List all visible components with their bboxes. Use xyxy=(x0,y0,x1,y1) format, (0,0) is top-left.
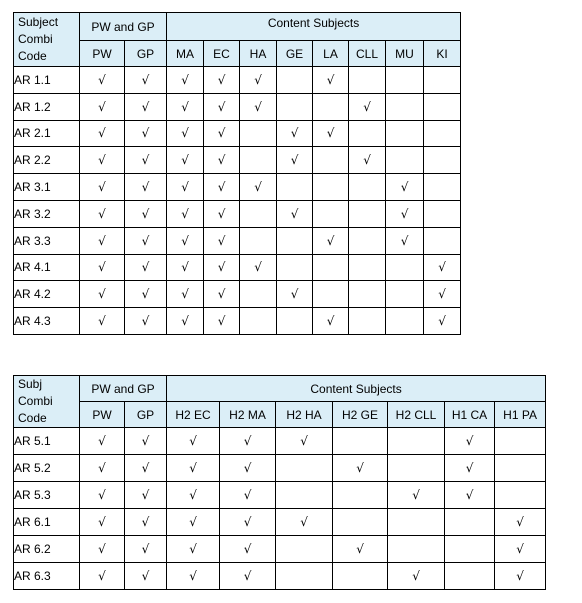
check-cell: √ xyxy=(445,482,495,509)
empty-cell xyxy=(313,93,349,120)
check-cell: √ xyxy=(220,428,276,455)
check-cell: √ xyxy=(167,147,204,174)
combi-code-cell: AR 5.1 xyxy=(14,428,80,455)
table-row xyxy=(14,308,461,335)
empty-cell xyxy=(386,254,424,281)
empty-cell xyxy=(349,254,386,281)
check-cell: √ xyxy=(220,455,276,482)
combi-code-cell: AR 3.2 xyxy=(14,200,80,227)
column-header: MA xyxy=(167,41,204,67)
check-cell: √ xyxy=(220,509,276,536)
check-cell: √ xyxy=(204,147,240,174)
check-cell: √ xyxy=(125,281,167,308)
check-cell: √ xyxy=(495,563,546,590)
check-cell: √ xyxy=(204,254,240,281)
group-header-pw-gp: PW and GP xyxy=(80,13,167,41)
empty-cell xyxy=(240,227,277,254)
empty-cell xyxy=(386,120,424,147)
check-cell: √ xyxy=(80,174,125,201)
empty-cell xyxy=(445,563,495,590)
empty-cell xyxy=(277,254,313,281)
table-row xyxy=(14,536,546,563)
check-cell: √ xyxy=(386,227,424,254)
empty-cell xyxy=(424,200,461,227)
empty-cell xyxy=(277,308,313,335)
column-header: H1 CA xyxy=(445,402,495,428)
table-row xyxy=(14,227,461,254)
combi-code-cell: AR 5.2 xyxy=(14,455,80,482)
code-header xyxy=(14,376,80,428)
check-cell: √ xyxy=(167,120,204,147)
check-cell: √ xyxy=(276,428,333,455)
table-row xyxy=(14,281,461,308)
empty-cell xyxy=(313,254,349,281)
check-cell: √ xyxy=(276,509,333,536)
empty-cell xyxy=(495,482,546,509)
empty-cell xyxy=(276,455,333,482)
column-header: H2 EC xyxy=(167,402,220,428)
check-cell: √ xyxy=(125,536,167,563)
empty-cell xyxy=(276,482,333,509)
code-header-line: Subject xyxy=(18,15,59,29)
check-cell: √ xyxy=(167,174,204,201)
table-1-body xyxy=(14,67,461,335)
check-cell: √ xyxy=(125,147,167,174)
check-cell: √ xyxy=(125,254,167,281)
empty-cell xyxy=(445,509,495,536)
table-row xyxy=(14,428,546,455)
empty-cell xyxy=(349,174,386,201)
empty-cell xyxy=(349,227,386,254)
combi-code-cell: AR 2.2 xyxy=(14,147,80,174)
check-cell: √ xyxy=(80,482,125,509)
column-header: HA xyxy=(240,41,277,67)
check-cell: √ xyxy=(125,308,167,335)
check-cell: √ xyxy=(424,308,461,335)
check-cell: √ xyxy=(80,254,125,281)
empty-cell xyxy=(276,563,333,590)
empty-cell xyxy=(349,281,386,308)
check-cell: √ xyxy=(80,147,125,174)
empty-cell xyxy=(386,147,424,174)
code-header xyxy=(14,13,80,67)
check-cell: √ xyxy=(277,281,313,308)
empty-cell xyxy=(240,120,277,147)
check-cell: √ xyxy=(125,174,167,201)
empty-cell xyxy=(386,93,424,120)
check-cell: √ xyxy=(125,509,167,536)
subject-combination-table-1 xyxy=(13,12,461,335)
empty-cell xyxy=(333,563,388,590)
empty-cell xyxy=(240,281,277,308)
column-header: EC xyxy=(204,41,240,67)
table-row xyxy=(14,563,546,590)
empty-cell xyxy=(424,93,461,120)
check-cell: √ xyxy=(167,509,220,536)
check-cell: √ xyxy=(445,455,495,482)
check-cell: √ xyxy=(495,509,546,536)
empty-cell xyxy=(333,509,388,536)
empty-cell xyxy=(445,536,495,563)
empty-cell xyxy=(313,174,349,201)
empty-cell xyxy=(386,308,424,335)
column-header: H2 HA xyxy=(276,402,333,428)
check-cell: √ xyxy=(125,93,167,120)
check-cell: √ xyxy=(80,563,125,590)
empty-cell xyxy=(386,67,424,94)
column-header: GP xyxy=(125,402,167,428)
check-cell: √ xyxy=(167,67,204,94)
column-header: KI xyxy=(424,41,461,67)
empty-cell xyxy=(424,120,461,147)
empty-cell xyxy=(388,455,445,482)
check-cell: √ xyxy=(80,227,125,254)
code-header-line: Combi xyxy=(18,32,53,46)
check-cell: √ xyxy=(204,120,240,147)
empty-cell xyxy=(276,536,333,563)
check-cell: √ xyxy=(277,120,313,147)
column-header: H1 PA xyxy=(495,402,546,428)
check-cell: √ xyxy=(80,67,125,94)
check-cell: √ xyxy=(125,120,167,147)
check-cell: √ xyxy=(386,200,424,227)
check-cell: √ xyxy=(167,93,204,120)
check-cell: √ xyxy=(167,428,220,455)
check-cell: √ xyxy=(240,93,277,120)
group-header-content-subjects: Content Subjects xyxy=(167,376,546,402)
combi-code-cell: AR 6.2 xyxy=(14,536,80,563)
empty-cell xyxy=(313,281,349,308)
combi-code-cell: AR 6.1 xyxy=(14,509,80,536)
empty-cell xyxy=(240,147,277,174)
empty-cell xyxy=(313,200,349,227)
check-cell: √ xyxy=(445,428,495,455)
empty-cell xyxy=(495,455,546,482)
empty-cell xyxy=(388,428,445,455)
code-header-line: Combi xyxy=(18,394,53,408)
column-header: GE xyxy=(277,41,313,67)
check-cell: √ xyxy=(333,455,388,482)
empty-cell xyxy=(240,308,277,335)
check-cell: √ xyxy=(349,147,386,174)
table-row xyxy=(14,147,461,174)
check-cell: √ xyxy=(240,174,277,201)
check-cell: √ xyxy=(204,67,240,94)
empty-cell xyxy=(277,93,313,120)
group-header-pw-gp: PW and GP xyxy=(80,376,167,402)
subject-combination-table-2 xyxy=(13,375,546,590)
combi-code-cell: AR 6.3 xyxy=(14,563,80,590)
check-cell: √ xyxy=(220,563,276,590)
empty-cell xyxy=(277,67,313,94)
check-cell: √ xyxy=(240,254,277,281)
check-cell: √ xyxy=(80,308,125,335)
check-cell: √ xyxy=(388,563,445,590)
empty-cell xyxy=(424,174,461,201)
check-cell: √ xyxy=(277,147,313,174)
check-cell: √ xyxy=(313,67,349,94)
empty-cell xyxy=(277,174,313,201)
check-cell: √ xyxy=(220,482,276,509)
check-cell: √ xyxy=(204,174,240,201)
table-row xyxy=(14,67,461,94)
check-cell: √ xyxy=(167,227,204,254)
check-cell: √ xyxy=(349,93,386,120)
combi-code-cell: AR 4.1 xyxy=(14,254,80,281)
check-cell: √ xyxy=(424,254,461,281)
check-cell: √ xyxy=(125,455,167,482)
check-cell: √ xyxy=(80,428,125,455)
table-row xyxy=(14,200,461,227)
check-cell: √ xyxy=(220,536,276,563)
combi-code-cell: AR 2.1 xyxy=(14,120,80,147)
combi-code-cell: AR 1.2 xyxy=(14,93,80,120)
code-header-line: Code xyxy=(18,411,47,425)
empty-cell xyxy=(349,308,386,335)
check-cell: √ xyxy=(167,308,204,335)
table-row xyxy=(14,509,546,536)
column-header-row xyxy=(14,41,461,67)
empty-cell xyxy=(333,428,388,455)
check-cell: √ xyxy=(204,227,240,254)
table-row xyxy=(14,254,461,281)
check-cell: √ xyxy=(333,536,388,563)
check-cell: √ xyxy=(495,536,546,563)
empty-cell xyxy=(277,227,313,254)
empty-cell xyxy=(386,281,424,308)
check-cell: √ xyxy=(313,227,349,254)
empty-cell xyxy=(424,147,461,174)
empty-cell xyxy=(388,509,445,536)
column-header: H2 CLL xyxy=(388,402,445,428)
check-cell: √ xyxy=(167,536,220,563)
empty-cell xyxy=(240,200,277,227)
table-2-body xyxy=(14,428,546,590)
empty-cell xyxy=(349,120,386,147)
column-header: H2 GE xyxy=(333,402,388,428)
empty-cell xyxy=(333,482,388,509)
empty-cell xyxy=(388,536,445,563)
check-cell: √ xyxy=(388,482,445,509)
table-row xyxy=(14,120,461,147)
table-row xyxy=(14,93,461,120)
check-cell: √ xyxy=(80,120,125,147)
check-cell: √ xyxy=(80,536,125,563)
combi-code-cell: AR 5.3 xyxy=(14,482,80,509)
combi-code-cell: AR 3.1 xyxy=(14,174,80,201)
combi-code-cell: AR 1.1 xyxy=(14,67,80,94)
code-header-line: Subj xyxy=(18,377,43,391)
check-cell: √ xyxy=(80,281,125,308)
check-cell: √ xyxy=(125,563,167,590)
table-row xyxy=(14,455,546,482)
check-cell: √ xyxy=(125,482,167,509)
check-cell: √ xyxy=(167,200,204,227)
table-row xyxy=(14,174,461,201)
check-cell: √ xyxy=(125,200,167,227)
empty-cell xyxy=(349,200,386,227)
check-cell: √ xyxy=(386,174,424,201)
empty-cell xyxy=(424,227,461,254)
column-header: GP xyxy=(125,41,167,67)
check-cell: √ xyxy=(313,120,349,147)
column-header-row xyxy=(14,402,546,428)
check-cell: √ xyxy=(204,200,240,227)
check-cell: √ xyxy=(424,281,461,308)
empty-cell xyxy=(313,147,349,174)
column-header: LA xyxy=(313,41,349,67)
table-row xyxy=(14,482,546,509)
combi-code-cell: AR 3.3 xyxy=(14,227,80,254)
column-header: MU xyxy=(386,41,424,67)
check-cell: √ xyxy=(125,227,167,254)
group-header-content-subjects: Content Subjects xyxy=(167,13,461,41)
check-cell: √ xyxy=(240,67,277,94)
check-cell: √ xyxy=(167,254,204,281)
check-cell: √ xyxy=(125,67,167,94)
combi-code-cell: AR 4.2 xyxy=(14,281,80,308)
empty-cell xyxy=(424,67,461,94)
check-cell: √ xyxy=(80,509,125,536)
column-header: PW xyxy=(80,402,125,428)
check-cell: √ xyxy=(167,455,220,482)
check-cell: √ xyxy=(167,563,220,590)
check-cell: √ xyxy=(80,455,125,482)
empty-cell xyxy=(349,67,386,94)
check-cell: √ xyxy=(125,428,167,455)
combi-code-cell: AR 4.3 xyxy=(14,308,80,335)
empty-cell xyxy=(495,428,546,455)
check-cell: √ xyxy=(80,93,125,120)
check-cell: √ xyxy=(313,308,349,335)
column-header: PW xyxy=(80,41,125,67)
check-cell: √ xyxy=(204,281,240,308)
check-cell: √ xyxy=(204,308,240,335)
check-cell: √ xyxy=(204,93,240,120)
column-header: H2 MA xyxy=(220,402,276,428)
code-header-line: Code xyxy=(18,49,47,63)
check-cell: √ xyxy=(80,200,125,227)
column-header: CLL xyxy=(349,41,386,67)
check-cell: √ xyxy=(277,200,313,227)
check-cell: √ xyxy=(167,482,220,509)
check-cell: √ xyxy=(167,281,204,308)
